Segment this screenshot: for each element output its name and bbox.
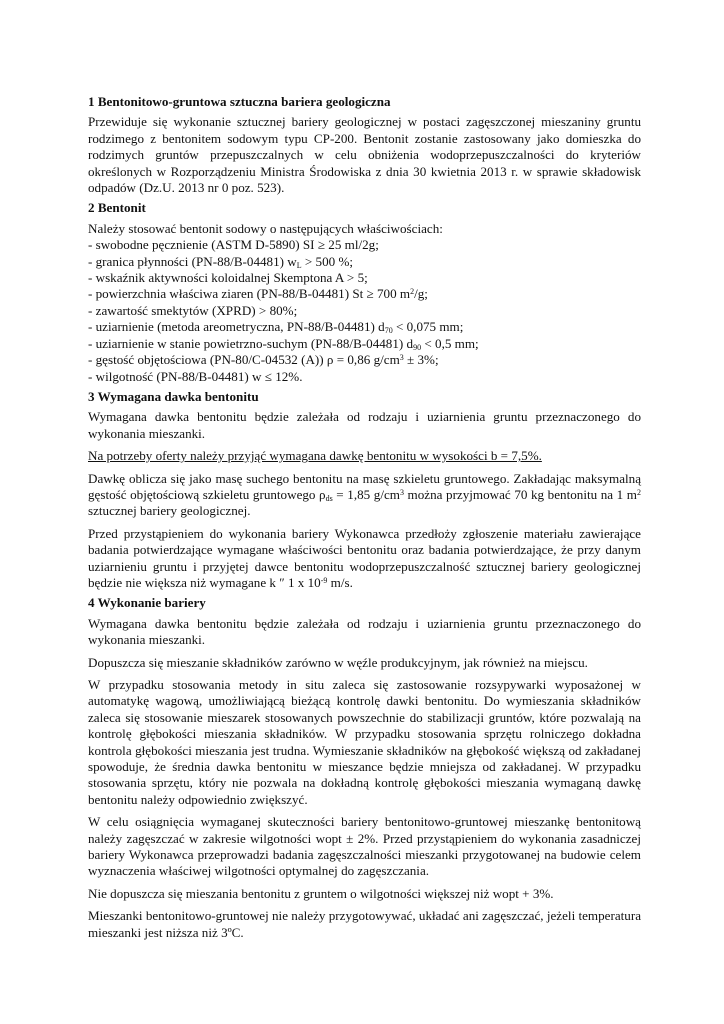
- paragraph-text: można przyjmować 70 kg bentonitu na 1 m: [403, 486, 637, 502]
- property-text: /g;: [414, 286, 428, 302]
- property-item: [88, 237, 641, 253]
- subscript: 90: [413, 342, 422, 352]
- property-text: - wilgotność (PN-88/B-04481) w ≤ 12%.: [88, 368, 303, 384]
- property-item: [88, 286, 641, 302]
- section-4-paragraph-4: W celu osiągnięcia wymaganej skuteczności bariery bentonitowo-gruntowej mieszankę bentonitową należy zagęszczać w zakresie wilgotności wopt ± 2%. Przed przystąpieniem do wykonania zasadniczej bariery Wykonawca przeprowadzi badania zagęszczalności mieszanki przygotowanej na budowie celem wyznaczenia właściwej wilgotności optymalnej do zagęszczania.: [88, 814, 641, 879]
- property-text: - gęstość objętościowa (PN-80/C-04532 (A)) ρ = 0,86 g/cm: [88, 352, 400, 368]
- property-text: - wskaźnik aktywności koloidalnej Skemptona A > 5;: [88, 270, 368, 286]
- property-text: - granica płynności (PN-88/B-04481) w: [88, 253, 297, 269]
- property-text: - swobodne pęcznienie (ASTM D-5890) SI ≥ 25 ml/2g;: [88, 237, 379, 253]
- paragraph-text: = 1,85 g/cm: [332, 486, 400, 502]
- property-text: - uziarnienie (metoda areometryczna, PN-88/B-04481) d: [88, 319, 385, 335]
- property-item: [88, 352, 641, 368]
- superscript: 3: [399, 353, 404, 363]
- section-3-paragraph-4: [88, 526, 641, 592]
- section-4-paragraph-1: Wymagana dawka bentonitu będzie zależała od rodzaju i uziarnienia gruntu przeznaczonego do wykonania mieszanki.: [88, 615, 641, 648]
- section-2-heading: 2 Bentonit: [88, 200, 146, 216]
- section-1-paragraph: Przewiduje się wykonanie sztucznej bariery geologicznej w postaci zagęszczonej mieszaniny gruntu rodzimego z bentonitem sodowym typu CP-200. Bentonit zostanie zastosowany jako domieszka do rodzimych gruntów przepuszczalnych w celu obniżenia wodoprzepuszczalności do kryteriów określonych w Rozporządzeniu Ministra Środowiska z dnia 30 kwietnia 2013 r. w sprawie składowisk odpadów (Dz.U. 2013 nr 0 poz. 523).: [88, 114, 641, 196]
- section-3-offer-note: Na potrzeby oferty należy przyjąć wymagana dawkę bentonitu w wysokości b = 7,5%.: [88, 448, 542, 464]
- property-text: - powierzchnia właściwa ziaren (PN-88/B-04481) St ≥ 700 m: [88, 286, 411, 302]
- paragraph-text: sztucznej bariery geologicznej.: [88, 503, 251, 519]
- property-item: [88, 319, 641, 335]
- property-text: ± 3%;: [403, 352, 439, 368]
- section-4-paragraph-6: Mieszanki bentonitowo-gruntowej nie należy przygotowywać, układać ani zagęszczać, jeżeli temperatura mieszanki jest niższa niż 3ºC.: [88, 908, 641, 940]
- section-3-paragraph-3: [88, 471, 641, 520]
- property-item: [88, 336, 641, 352]
- superscript: -9: [320, 575, 328, 585]
- section-3-paragraph-1: Wymagana dawka bentonitu będzie zależała od rodzaju i uziarnienia gruntu przeznaczonego do wykonania mieszanki.: [88, 409, 641, 441]
- superscript: 3: [399, 487, 404, 497]
- section-2-intro: Należy stosować bentonit sodowy o następujących właściwościach:: [88, 220, 443, 236]
- superscript: 2: [636, 487, 641, 497]
- property-text: - zawartość smektytów (XPRD) > 80%;: [88, 302, 298, 318]
- superscript: 2: [410, 287, 415, 297]
- section-4-paragraph-3: W przypadku stosowania metody in situ zaleca się zastosowanie rozsypywarki wyposażonej w automatykę wagową, umożliwiającą bieżącą kontrolę dawki bentonitu. Do wymieszania składników zaleca się stosowanie mieszarek stosowanych powszechnie do stabilizacji gruntów, które pozwalają na kontrolę głębokości mieszania składników. W przypadku stosowania sprzętu rolniczego dokładna kontrola głębokości mieszania jest trudna. Wymieszanie składników na głębokość większą od zakładanej spowoduje, że średnia dawka bentonitu w mieszance będzie mniejsza od zakładanej. W przypadku stosowania sprzętu, który nie pozwala na dokładną kontrolę głębokości mieszania wymaganą dawkę bentonitu należy odpowiednio zwiększyć.: [88, 677, 641, 807]
- bentonite-properties-list: [88, 237, 641, 385]
- property-text: < 0,5 mm;: [421, 335, 479, 351]
- section-3-heading: 3 Wymagana dawka bentonitu: [88, 388, 259, 404]
- property-text: > 500 %;: [301, 253, 354, 269]
- paragraph-text: Dawkę oblicza się jako masę suchego bentonitu na masę szkieletu gruntowego. Zakładając maksymalną gęstość objętościową szkieletu gruntowego ρ: [88, 470, 641, 502]
- section-1-heading: 1 Bentonitowo-gruntowa sztuczna bariera geologiczna: [88, 94, 391, 109]
- paragraph-text: Przed przystąpieniem do wykonania bariery Wykonawca przedłoży zgłoszenie materiału zawierające badania potwierdzające wymagane właściwości bentonitu oraz badania potwierdzające, że przy danym uziarnieniu gruntu i przyjętej dawce bentonitu wodoprzepuszczalność sztucznej bariery geologicznej będzie nie większa niż wymagane k ″ 1 x 10: [88, 525, 641, 590]
- property-item: [88, 254, 641, 270]
- property-text: < 0,075 mm;: [392, 319, 464, 335]
- property-item: [88, 369, 641, 385]
- subscript: L: [296, 260, 302, 270]
- section-4-paragraph-2: Dopuszcza się mieszanie składników zarówno w węźle produkcyjnym, jak również na miejscu.: [88, 654, 588, 670]
- paragraph-text: m/s.: [327, 574, 353, 590]
- subscript: 70: [384, 326, 393, 336]
- subscript: ds: [325, 493, 333, 503]
- property-item: [88, 270, 641, 286]
- property-item: [88, 303, 641, 319]
- document-content: [88, 94, 641, 941]
- section-4-heading: 4 Wykonanie bariery: [88, 595, 206, 611]
- property-text: - uziarnienie w stanie powietrzno-suchym (PN-88/B-04481) d: [88, 335, 414, 351]
- section-4-paragraph-5: Nie dopuszcza się mieszania bentonitu z gruntem o wilgotności większej niż wopt + 3%.: [88, 885, 554, 901]
